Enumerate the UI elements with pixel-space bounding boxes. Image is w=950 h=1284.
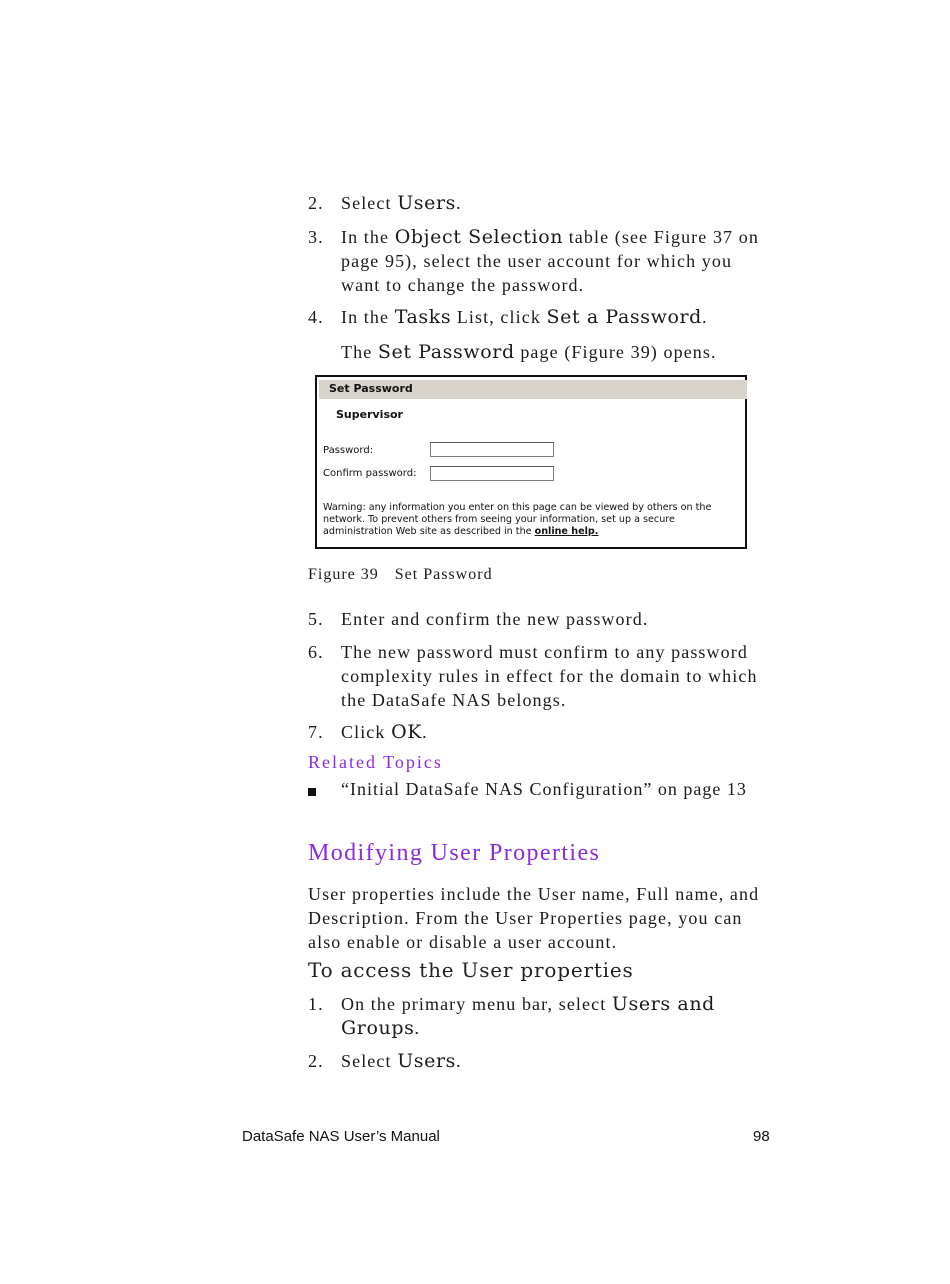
set-password-figure (315, 375, 747, 549)
ui-term: Users (397, 192, 457, 214)
step-number: 2. (308, 1051, 324, 1071)
ui-term: Set a Password (546, 306, 702, 328)
step-text: Select Users. (341, 1050, 462, 1072)
figure-title-bar (319, 380, 747, 399)
square-bullet-icon (308, 788, 316, 796)
footer-page-number: 98 (753, 1128, 770, 1145)
related-topic-link[interactable]: “Initial DataSafe NAS Configuration” on page 13 (341, 779, 747, 799)
online-help-link[interactable]: online help. (534, 525, 599, 537)
step-text: Enter and confirm the new password. (341, 609, 649, 629)
step-number: 1. (308, 994, 324, 1014)
step-number: 6. (308, 642, 324, 662)
step-text: Select Users. (341, 192, 462, 214)
footer-manual-title: DataSafe NAS User’s Manual (242, 1128, 440, 1145)
confirm-password-field[interactable] (430, 466, 554, 481)
ui-term: Users and Groups (341, 993, 715, 1039)
step-number: 4. (308, 307, 324, 327)
figure-user-name: Supervisor (336, 408, 403, 421)
related-topics-heading: Related Topics (308, 752, 443, 772)
ui-term: OK (391, 721, 423, 743)
ui-term: Users (397, 1050, 457, 1072)
ui-term: Tasks (394, 306, 452, 328)
step-result: The Set Password page (Figure 39) opens. (341, 341, 717, 363)
step-text: In the Tasks List, click Set a Password. (341, 306, 708, 328)
step-text: The new password must confirm to any password complexity rules in effect for the domain to which the DataSafe NAS belongs. (341, 642, 758, 710)
step-text: Click OK. (341, 721, 428, 743)
password-label: Password: (323, 445, 374, 456)
procedure-heading: To access the User properties (308, 958, 634, 982)
step-number: 2. (308, 193, 324, 213)
ui-term: Object Selection (394, 226, 564, 248)
figure-title: Set Password (329, 382, 413, 395)
password-field[interactable] (430, 442, 554, 457)
step-number: 5. (308, 609, 324, 629)
confirm-password-label: Confirm password: (323, 468, 417, 479)
section-heading: Modifying User Properties (308, 840, 601, 866)
ui-term: Set Password (377, 341, 515, 363)
step-text: On the primary menu bar, select Users and Groups. (341, 993, 715, 1039)
step-number: 3. (308, 227, 324, 247)
step-number: 7. (308, 722, 324, 742)
figure-caption: Figure 39 Set Password (308, 566, 493, 583)
step-text: In the Object Selection table (see Figure 37 on page 95), select the user account for which you want to change the password. (341, 226, 759, 295)
section-body: User properties include the User name, Full name, and Description. From the User Properties page, you can also enable or disable a user account. (308, 884, 760, 952)
warning-text: Warning: any information you enter on this page can be viewed by others on the network. To prevent others from seeing your information, set up a secure administration Web site as described in the online help. (323, 502, 712, 537)
